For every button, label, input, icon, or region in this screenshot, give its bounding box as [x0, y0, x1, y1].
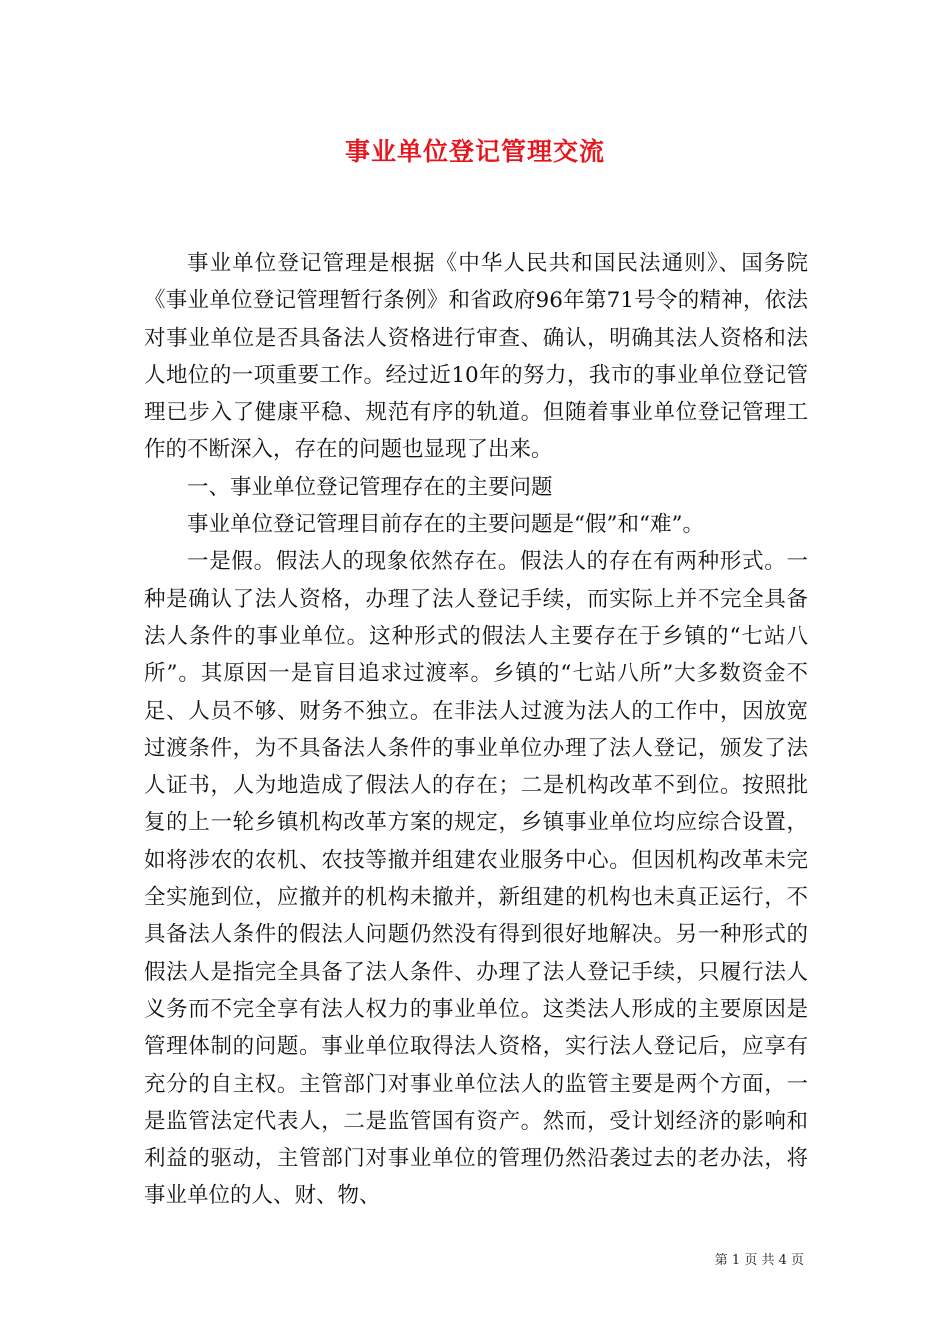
section-heading: 一、事业单位登记管理存在的主要问题	[187, 474, 553, 500]
document-body	[144, 245, 808, 1215]
paragraph-summary: 事业单位登记管理目前存在的主要问题是“假”和“难”。	[187, 512, 704, 538]
paragraph-intro: 事业单位登记管理是根据《中华人民共和国民法通则》、国务院《事业单位登记管理暂行条例》和省政府96年第71号令的精神，依法对事业单位是否具备法人资格进行审查、确认，明确其法人资格和法人地位的一项重要工作。经过近10年的努力，我市的事业单位登记管理已步入了健康平稳、规范有序的轨道。但随着事业单位登记管理工作的不断深入，存在的问题也显现了出来。	[144, 251, 808, 463]
document-title: 事业单位登记管理交流	[344, 137, 605, 166]
paragraph-fake-legal-person: 一是假。假法人的现象依然存在。假法人的存在有两种形式。一种是确认了法人资格，办理了法人登记手续，而实际上并不完全具备法人条件的事业单位。这种形式的假法人主要存在于乡镇的“七站八所”。其原因一是盲目追求过渡率。乡镇的“七站八所”大多数资金不足、人员不够、财务不独立。在非法人过渡为法人的工作中，因放宽过渡条件，为不具备法人条件的事业单位办理了法人登记，颁发了法人证书，人为地造成了假法人的存在；二是机构改革不到位。按照批复的上一轮乡镇机构改革方案的规定，乡镇事业单位均应综合设置，如将涉农的农机、农技等撤并组建农业服务中心。但因机构改革未完全实施到位，应撤并的机构未撤并，新组建的机构也未真正运行，不具备法人条件的假法人问题仍然没有得到很好地解决。另一种形式的假法人是指完全具备了法人条件、办理了法人登记手续，只履行法人义务而不完全享有法人权力的事业单位。这类法人形成的主要原因是管理体制的问题。事业单位取得法人资格，实行法人登记后，应享有充分的自主权。主管部门对事业单位法人的监管主要是两个方面，一是监管法定代表人，二是监管国有资产。然而，受计划经济的影响和利益的驱动，主管部门对事业单位的管理仍然沿袭过去的老办法，将事业单位的人、财、物、	[144, 549, 808, 1209]
page-footer: 第 1 页 共 4 页	[714, 1253, 804, 1268]
